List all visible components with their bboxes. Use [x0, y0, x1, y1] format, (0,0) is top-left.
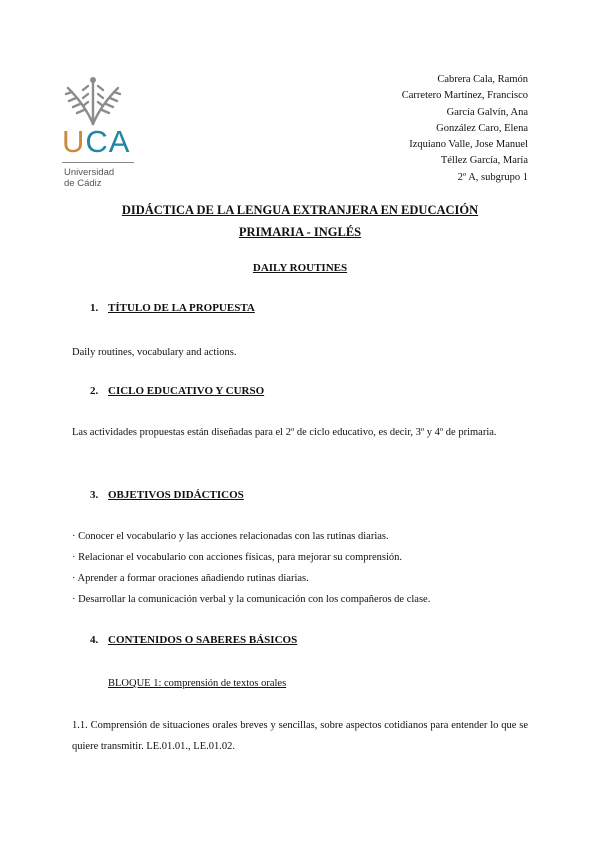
group-line: 2º A, subgrupo 1 — [457, 171, 528, 183]
list-item: · Aprender a formar oraciones añadiendo rutinas diarias. — [72, 573, 309, 584]
document-subtitle: DAILY ROUTINES — [252, 262, 348, 274]
author-line: García Galvín, Ana — [446, 106, 528, 118]
author-line: Izquiano Valle, Jose Manuel — [409, 139, 528, 151]
author-line: González Caro, Elena — [436, 122, 528, 134]
section-heading-4: 4. CONTENIDOS O SABERES BÁSICOS — [90, 634, 298, 646]
section-1-text: Daily routines, vocabulary and actions. — [72, 347, 237, 358]
logo-divider — [62, 162, 134, 163]
author-line: Carretero Martínez, Francisco — [401, 90, 528, 102]
author-list — [402, 72, 528, 186]
objectives-list — [72, 526, 532, 610]
block-1-heading: BLOQUE 1: comprensión de textos orales — [108, 678, 287, 689]
logo-wordmark: UCA — [62, 124, 131, 159]
section-heading-2: 2. CICLO EDUCATIVO Y CURSO — [90, 385, 265, 397]
section-2-text: Las actividades propuestas están diseñadas para el 2º de ciclo educativo, es decir, 3º y 4º de primaria. — [72, 427, 497, 438]
logo-subtitle: Universidad de Cádiz — [64, 167, 115, 189]
list-item: · Relacionar el vocabulario con acciones físicas, para mejorar su comprensión. — [72, 552, 403, 563]
author-line: Cabrera Cala, Ramón — [437, 74, 528, 85]
uca-emblem-icon — [58, 74, 128, 126]
author-line: Téllez García, María — [440, 155, 528, 167]
list-item: · Conocer el vocabulario y las acciones relacionadas con las rutinas diarias. — [72, 531, 389, 542]
university-logo — [58, 74, 148, 194]
document-title-line1: DIDÁCTICA DE LA LENGUA EXTRANJERA EN EDUCACIÓN — [121, 203, 479, 217]
section-heading-1: 1. TÍTULO DE LA PROPUESTA — [90, 302, 255, 314]
section-heading-3: 3. OBJETIVOS DIDÁCTICOS — [90, 489, 244, 501]
list-item: · Desarrollar la comunicación verbal y la comunicación con los compañeros de clase. — [72, 594, 431, 605]
document-title-line2: PRIMARIA - INGLÉS — [238, 225, 362, 239]
item-1-1-text: 1.1. Comprensión de situaciones orales breves y sencillas, sobre aspectos cotidianos para entender lo que se quiere transmitir. LE.01.01., LE.01.02. — [72, 720, 528, 752]
